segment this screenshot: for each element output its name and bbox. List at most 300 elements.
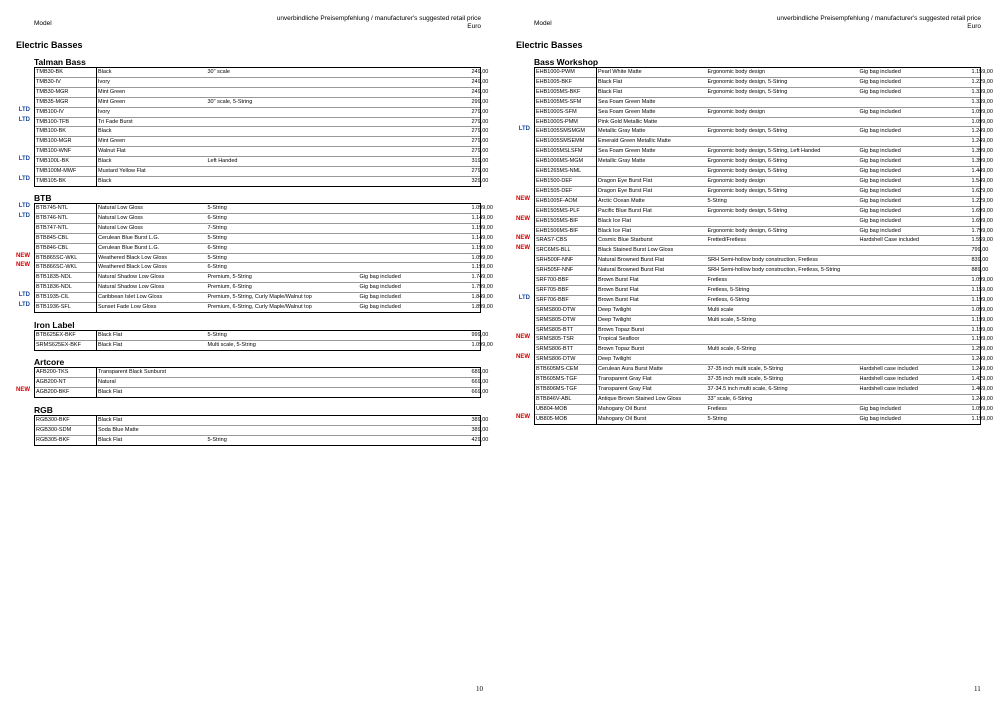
ltd-badge: LTD <box>18 116 30 123</box>
finish-color <box>597 167 707 177</box>
specs <box>207 147 359 157</box>
table-row <box>35 147 481 157</box>
model-code: BTB846-CBL <box>35 243 97 253</box>
model-column-label: Model <box>34 20 52 27</box>
finish-color: Mahogany Oil Burst <box>598 405 647 412</box>
included-accessory: Gig bag included <box>859 415 901 422</box>
model-code: TMB100M-MWF <box>35 167 97 177</box>
model-code: BTB625EX-BKF <box>35 331 97 341</box>
specs: SRH Semi-hollow body construction, Fretless, 5-String <box>707 267 841 274</box>
retail-price: 299,00 <box>471 97 481 107</box>
table-row <box>535 87 981 97</box>
included-accessory <box>859 97 971 107</box>
retail-price: 1.799,00 <box>471 283 481 293</box>
model-code: BTB806MS-TGF <box>535 385 597 395</box>
table-row <box>535 186 981 196</box>
retail-price: 1.099,00 <box>971 117 981 127</box>
model-code: RGB305-BKF <box>35 435 97 445</box>
table-row <box>535 394 981 404</box>
included-accessory <box>859 315 971 325</box>
model-code: AFB200-TKS <box>35 368 97 378</box>
table-row <box>535 226 981 236</box>
ltd-badge: LTD <box>18 156 30 163</box>
page-number: 10 <box>476 685 483 693</box>
price-table <box>34 367 489 398</box>
finish-color: Deep Twilight <box>598 306 631 313</box>
ltd-badge: LTD <box>18 292 30 299</box>
included-accessory: Gig bag included <box>859 158 901 165</box>
specs <box>707 117 859 127</box>
retail-price: 1.339,00 <box>971 87 981 97</box>
table-row <box>35 377 481 387</box>
included-accessory <box>359 416 471 426</box>
included-accessory: Gig bag included <box>359 304 401 311</box>
retail-price: 1.469,00 <box>971 385 981 395</box>
retail-price: 249,00 <box>471 77 481 87</box>
model-code: SRMS625EX-BKF <box>35 340 97 350</box>
finish-color: Natural Browned Burst Flat <box>598 267 665 274</box>
model-code: EHB1506MS-BIF <box>535 226 597 236</box>
model-code: TMB105-BK <box>35 176 97 186</box>
price-table <box>34 330 493 351</box>
retail-price: 249,00 <box>471 68 481 78</box>
finish-color: Soda Blue Matte <box>98 426 139 433</box>
section-artcore <box>16 357 489 398</box>
new-badge: NEW <box>516 334 530 341</box>
retail-price: 1.249,00 <box>971 365 981 375</box>
specs: 37-35 inch multi scale, 5-String <box>707 366 784 373</box>
model-code: TMB100-TFB <box>35 117 97 127</box>
finish-color: Mint Green <box>98 138 126 145</box>
finish-color: Natural Browned Burst Flat <box>598 257 665 264</box>
model-code: TMB100-WNF <box>35 147 97 157</box>
specs: 37-35 inch multi scale, 5-String <box>707 376 784 383</box>
table-row <box>35 107 481 117</box>
specs <box>207 176 359 186</box>
finish-color: Pacific Blue Burst Flat <box>598 207 652 214</box>
finish-color: Metallic Gray Matte <box>598 158 646 165</box>
specs: Multi scale, 5-String <box>707 316 756 323</box>
model-code: AGB200-BKF <box>35 387 97 397</box>
currency-label: Euro <box>967 23 981 30</box>
retail-price: 249,00 <box>471 87 481 97</box>
retail-price: 389,00 <box>471 425 481 435</box>
finish-color: Black Flat <box>598 88 623 95</box>
ltd-badge: LTD <box>518 294 530 301</box>
retail-price: 1.549,00 <box>971 176 981 186</box>
table-row <box>535 385 981 395</box>
finish-color: Cerulean Blue Burst L.G. <box>98 244 160 251</box>
specs <box>707 335 859 345</box>
included-accessory <box>359 167 471 177</box>
table-row <box>35 425 481 435</box>
finish-color: Sunset Fade Low Gloss <box>98 304 157 311</box>
price-label: unverbindliche Preisempfehlung / manufacturer's suggested retail price <box>276 15 481 22</box>
table-row <box>35 87 481 97</box>
finish-color: Black <box>98 69 112 75</box>
table-row <box>535 196 981 206</box>
finish-color: Cerulean Blue Burst L.G. <box>98 234 160 241</box>
included-accessory: Gig bag included <box>859 405 901 412</box>
retail-price: 319,00 <box>471 157 481 167</box>
finish-color: Transparent Gray Flat <box>598 386 652 392</box>
table-row <box>35 223 481 233</box>
finish-color: Transparent Black Sunburst <box>98 369 166 375</box>
model-code: EHB1505MS-BIF <box>535 216 597 226</box>
table-row <box>535 315 981 325</box>
model-code: TMB30-IV <box>35 77 97 87</box>
model-code: TMB30-MGR <box>35 87 97 97</box>
currency-label: Euro <box>467 23 481 30</box>
retail-price: 1.149,00 <box>471 213 481 223</box>
retail-price: 1.199,00 <box>971 335 981 345</box>
section-rgb <box>34 405 489 446</box>
price-label: unverbindliche Preisempfehlung / manufacturer's suggested retail price <box>776 15 981 22</box>
table-row <box>35 293 481 303</box>
table-row <box>535 355 981 365</box>
new-badge: NEW <box>516 413 530 420</box>
finish-color: Black Flat <box>98 388 123 395</box>
specs <box>207 167 359 177</box>
ltd-badge: LTD <box>18 203 30 209</box>
included-accessory <box>859 325 971 335</box>
model-code: EHB1505MS-PLF <box>535 206 597 216</box>
model-code: EHB1500-DEF <box>535 176 597 186</box>
specs <box>707 325 859 335</box>
specs: Multi scale <box>707 306 734 313</box>
retail-price: 999,00 <box>471 331 481 341</box>
retail-price: 1.099,00 <box>471 340 481 350</box>
specs <box>207 127 359 137</box>
retail-price: 839,00 <box>971 256 981 266</box>
included-accessory <box>359 377 471 387</box>
section-title: RGB <box>34 405 53 415</box>
specs: Fretless, 5-String <box>707 286 750 293</box>
model-code: BTB1936-SFL <box>35 303 97 313</box>
ltd-badge: LTD <box>18 302 30 308</box>
table-row <box>535 107 981 117</box>
included-accessory <box>359 223 471 233</box>
finish-color: Natural Low Gloss <box>98 205 143 211</box>
finish-color: Mustard Yellow Flat <box>98 168 146 175</box>
table-row <box>35 97 481 107</box>
table-row <box>35 243 481 253</box>
model-code: BTB1836-NDL <box>35 283 97 293</box>
model-code: SRH500F-NNF <box>535 256 597 266</box>
model-code: TMB100-BK <box>35 127 97 137</box>
retail-price: 1.199,00 <box>471 223 481 233</box>
included-accessory <box>859 256 971 266</box>
included-accessory <box>359 213 471 223</box>
retail-price: 1.249,00 <box>971 137 981 147</box>
finish-color: Weathered Black Low Gloss <box>98 264 167 271</box>
retail-price: 1.099,00 <box>971 404 981 414</box>
specs <box>707 137 859 147</box>
price-table <box>34 415 489 446</box>
section-title: BTB <box>34 193 52 203</box>
model-code: SRF700-BBF <box>535 276 597 286</box>
model-code: BTB745-NTL <box>35 204 97 214</box>
model-code: EHB1005F-AOM <box>535 196 597 206</box>
model-code: SRMS805-TSR <box>535 335 597 345</box>
finish-color: Metallic Gray Matte <box>598 128 646 135</box>
included-accessory <box>859 345 971 355</box>
finish-color: Dragon Eye Burst Flat <box>598 177 653 184</box>
retail-price: 279,00 <box>471 137 481 147</box>
specs: Premium, 6-String <box>207 284 252 291</box>
model-code: SRF705-BBF <box>535 285 597 295</box>
finish-color: Brown Topaz Burst <box>598 346 645 353</box>
specs: Multi scale, 6-String <box>707 346 756 353</box>
included-accessory <box>359 107 471 117</box>
finish-color: Brown Topaz Burst <box>598 326 645 333</box>
included-accessory <box>359 147 471 157</box>
table-row <box>35 283 481 293</box>
finish-color: Natural Low Gloss <box>98 214 143 221</box>
included-accessory <box>359 331 471 341</box>
specs: 30" scale, 5-String <box>207 98 253 105</box>
included-accessory <box>359 68 471 78</box>
specs: 6-String <box>207 244 227 251</box>
new-badge: NEW <box>516 215 530 222</box>
table-row <box>35 303 481 313</box>
retail-price: 1.199,00 <box>971 315 981 325</box>
included-accessory <box>859 246 971 256</box>
retail-price: 279,00 <box>471 147 481 157</box>
model-code: SRMS806-BTT <box>535 345 597 355</box>
table-row <box>535 276 981 286</box>
specs: 5-String <box>207 254 227 261</box>
model-code: EHB1000S-SFM <box>535 107 597 117</box>
retail-price: 689,00 <box>471 368 481 378</box>
ltd-badge: LTD <box>18 175 30 182</box>
price-table <box>34 67 489 187</box>
retail-price: 429,00 <box>471 435 481 445</box>
retail-price: 1.099,00 <box>471 253 481 263</box>
section-title: Artcore <box>34 357 65 367</box>
included-accessory: Hardshell case included <box>859 376 918 383</box>
finish-color: Black <box>98 128 112 135</box>
table-row <box>35 157 481 167</box>
retail-price: 669,00 <box>471 387 481 397</box>
retail-price: 1.199,00 <box>971 325 981 335</box>
new-badge: NEW <box>16 386 30 393</box>
section-title: Talman Bass <box>34 57 86 67</box>
finish-color: Weathered Black Low Gloss <box>98 254 167 261</box>
retail-price: 1.159,00 <box>971 285 981 295</box>
retail-price: 1.099,00 <box>971 276 981 286</box>
model-code: TMB100-MGR <box>35 137 97 147</box>
page-right <box>500 0 1000 707</box>
specs: Ergonomic body design, 5-String <box>707 88 788 95</box>
table-row <box>535 305 981 315</box>
finish-color: Caribbean Islet Low Gloss <box>98 294 163 301</box>
retail-price: 389,00 <box>471 416 481 426</box>
model-code: SRF706-BBF <box>535 295 597 305</box>
table-row <box>35 127 481 137</box>
retail-price: 1.559,00 <box>971 236 981 246</box>
specs: 30" scale <box>207 69 230 75</box>
model-code: TMB100-IV <box>35 107 97 117</box>
retail-price: 1.399,00 <box>971 157 981 167</box>
new-badge: NEW <box>516 354 530 361</box>
specs: Premium, 6-String, Curly Maple/Walnut top <box>207 304 312 311</box>
specs: Fretless <box>707 405 728 412</box>
model-code: UB804-MOB <box>535 404 597 414</box>
table-row <box>535 365 981 375</box>
table-row <box>535 97 981 107</box>
included-accessory <box>859 335 971 345</box>
table-row <box>535 216 981 226</box>
retail-price: 329,00 <box>471 176 481 186</box>
table-row <box>535 345 981 355</box>
section-title: Bass Workshop <box>534 57 599 67</box>
included-accessory: Hardshell Case included <box>859 237 920 244</box>
model-code: BTB845-CBL <box>35 233 97 243</box>
table-row <box>35 117 481 127</box>
model-code: TMB35-MGR <box>35 97 97 107</box>
retail-price: 1.399,00 <box>971 147 981 157</box>
finish-color: Black Flat <box>98 417 123 423</box>
specs <box>207 77 359 87</box>
price-table <box>34 203 493 313</box>
model-code: SRMS800-DTW <box>535 305 597 315</box>
section-talman-bass <box>18 57 489 187</box>
model-code: UB805-MOB <box>535 414 597 424</box>
included-accessory <box>359 340 471 350</box>
specs: Ergonomic body design, 5-String <box>707 128 788 135</box>
included-accessory <box>359 425 471 435</box>
finish-color: Black Ice Flat <box>598 217 632 224</box>
specs: Ergonomic body design <box>707 177 765 184</box>
specs: Ergonomic body design, 5-String, Left Handed <box>707 148 821 155</box>
price-column-label <box>777 15 981 31</box>
specs <box>207 387 359 397</box>
model-code: EHB1000-PWM <box>535 68 597 78</box>
specs: Ergonomic body design, 6-String <box>707 227 788 234</box>
included-accessory <box>859 305 971 315</box>
retail-price: 1.249,00 <box>971 355 981 365</box>
specs: 7-String <box>207 224 227 231</box>
model-code: SRMS806-DTW <box>535 355 597 365</box>
table-row <box>535 414 981 424</box>
table-row <box>535 246 981 256</box>
finish-color: Transparent Gray Flat <box>598 376 652 383</box>
retail-price: 1.199,00 <box>971 414 981 424</box>
table-row <box>535 117 981 127</box>
finish-color: Sea Foam Green Matte <box>598 148 656 155</box>
finish-color: Pink Gold Metallic Matte <box>598 118 658 125</box>
included-accessory: Gig bag included <box>359 274 401 281</box>
model-code: SRC6MS-BLL <box>535 246 597 256</box>
retail-price: 1.799,00 <box>971 226 981 236</box>
included-accessory <box>359 253 471 263</box>
finish-color: Black Flat <box>98 436 123 443</box>
retail-price: 799,00 <box>971 246 981 256</box>
included-accessory <box>359 117 471 127</box>
table-row <box>35 213 481 223</box>
finish-color: Sea Foam Green Matte <box>598 108 656 115</box>
specs <box>207 416 359 426</box>
model-code: SRAS7-CBS <box>535 236 597 246</box>
included-accessory: Gig bag included <box>859 69 901 75</box>
specs <box>207 87 359 97</box>
table-row <box>35 340 481 350</box>
model-code: EHB1505-DEF <box>535 186 597 196</box>
model-code: EHB1005MSLSFM <box>535 147 597 157</box>
specs <box>707 97 859 107</box>
finish-color: Arctic Ocean Matte <box>598 197 645 204</box>
new-badge: NEW <box>16 252 30 259</box>
retail-price: 1.099,00 <box>971 305 981 315</box>
model-code: EHB1006MS-MGM <box>535 157 597 167</box>
table-row <box>535 335 981 345</box>
table-row <box>535 206 981 216</box>
specs <box>207 377 359 387</box>
retail-price: 1.249,00 <box>971 394 981 404</box>
model-code: TMB100L-BK <box>35 157 97 167</box>
table-row <box>535 127 981 137</box>
specs: 5-String <box>207 332 227 338</box>
model-code: EHB1005SMSEMM <box>535 137 597 147</box>
included-accessory <box>859 276 971 286</box>
retail-price: 1.229,00 <box>971 196 981 206</box>
specs: 6-String <box>207 264 227 271</box>
section-title: Iron Label <box>34 320 75 330</box>
finish-color: Mint Green <box>98 98 126 105</box>
specs: Premium, 5-String, Curly Maple/Walnut top <box>207 294 312 301</box>
ltd-badge: LTD <box>518 126 530 133</box>
finish-color: Brown Burst Flat <box>598 277 639 284</box>
finish-color: Deep Twilight <box>598 316 631 323</box>
table-row <box>535 77 981 87</box>
finish-color: Brown Burst Flat <box>598 296 639 303</box>
model-code: BTB1835-NDL <box>35 273 97 283</box>
table-row <box>535 68 981 78</box>
retail-price: 279,00 <box>471 117 481 127</box>
finish-color: Walnut Flat <box>98 148 126 155</box>
finish-color: Black Flat <box>98 341 123 348</box>
model-code: BTB846V-ABL <box>535 394 597 404</box>
finish-color: Tri Fade Burst <box>98 118 133 125</box>
new-badge: NEW <box>516 245 530 252</box>
model-code: SRH505F-NNF <box>535 266 597 276</box>
table-row <box>35 273 481 283</box>
included-accessory <box>359 97 471 107</box>
specs: Ergonomic body design <box>707 108 765 115</box>
specs: 5-String <box>207 234 227 241</box>
specs: Ergonomic body design, 6-String <box>707 158 788 165</box>
section-btb <box>16 193 493 313</box>
finish-color: Cosmic Blue Starburst <box>598 237 653 244</box>
model-column-label: Model <box>534 20 552 27</box>
retail-price: 279,00 <box>471 107 481 117</box>
table-row <box>535 137 981 147</box>
retail-price: 1.249,00 <box>971 127 981 137</box>
price-column-label <box>277 15 481 31</box>
table-row <box>535 256 981 266</box>
specs: 5-String <box>207 205 227 211</box>
included-accessory <box>859 355 971 365</box>
retail-price: 1.229,00 <box>971 77 981 87</box>
specs: Multi scale, 5-String <box>207 341 256 348</box>
specs: Fretless, 6-String <box>707 296 750 303</box>
included-accessory <box>359 77 471 87</box>
specs: Premium, 5-String <box>207 274 252 281</box>
table-row <box>35 416 481 426</box>
finish-color: Ivory <box>98 108 110 115</box>
model-code: EHB1005MS-SFM <box>535 97 597 107</box>
